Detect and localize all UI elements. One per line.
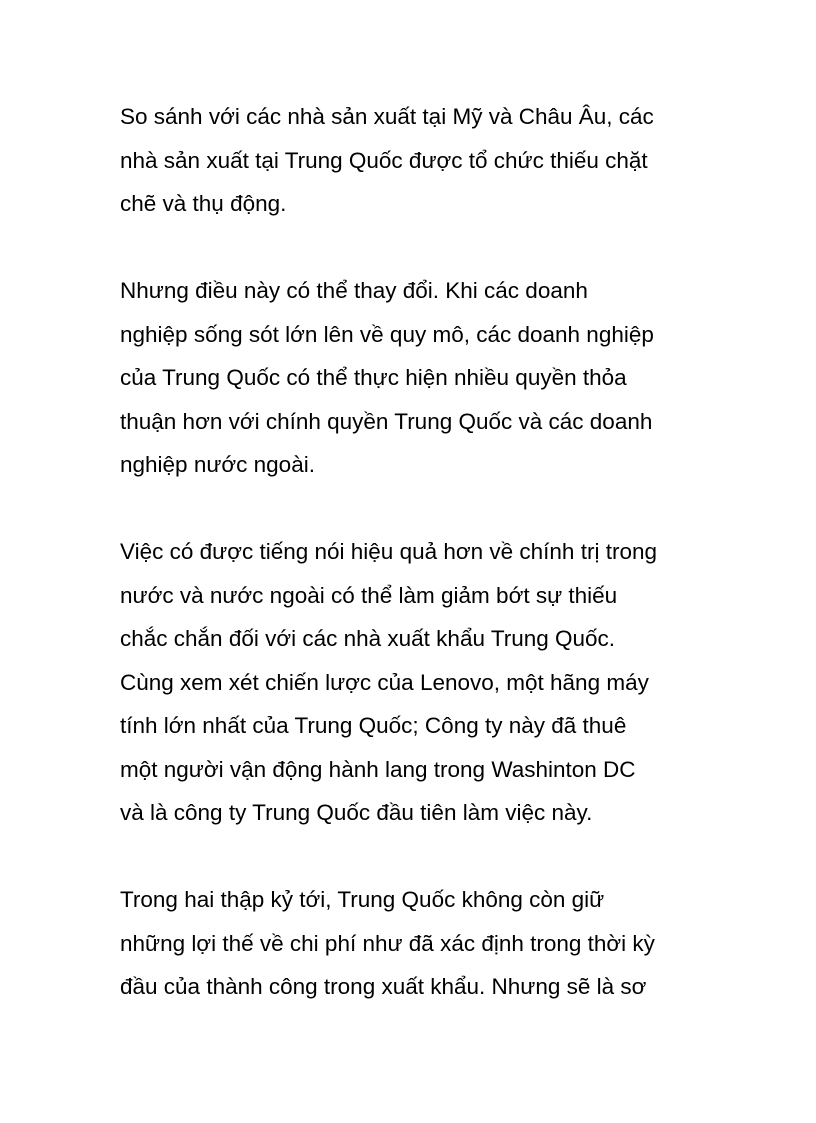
text-line: Trong hai thập kỷ tới, Trung Quốc không còn giữ [120, 887, 605, 912]
text-line: và là công ty Trung Quốc đầu tiên làm việc này. [120, 800, 593, 825]
text-line: chẽ và thụ động. [120, 191, 287, 216]
paragraph-4 [120, 878, 720, 1009]
text-line: thuận hơn với chính quyền Trung Quốc và các doanh [120, 408, 653, 434]
document-body [120, 95, 720, 1052]
text-line: Việc có được tiếng nói hiệu quả hơn về chính trị trong [120, 539, 657, 564]
text-line: So sánh với các nhà sản xuất tại Mỹ và Châu Âu, các [120, 104, 654, 129]
text-line: Cùng xem xét chiến lược của Lenovo, một hãng máy [120, 669, 649, 695]
text-line: một người vận động hành lang trong Washinton DC [120, 756, 636, 782]
text-line: đầu của thành công trong xuất khẩu. Nhưng sẽ là sơ [120, 974, 647, 999]
text-line: nước và nước ngoài có thể làm giảm bớt sự thiếu [120, 582, 618, 608]
text-line: nghiệp nước ngoài. [120, 452, 315, 477]
paragraph-3 [120, 530, 720, 835]
text-line: của Trung Quốc có thể thực hiện nhiều quyền thỏa [120, 365, 627, 390]
paragraph-2 [120, 269, 720, 487]
text-line: nghiệp sống sót lớn lên về quy mô, các doanh nghiệp [120, 321, 654, 347]
text-line: tính lớn nhất của Trung Quốc; Công ty này đã thuê [120, 713, 627, 738]
text-line: những lợi thế về chi phí như đã xác định trong thời kỳ [120, 930, 655, 956]
text-line: chắc chắn đối với các nhà xuất khẩu Trung Quốc. [120, 626, 616, 651]
text-line: nhà sản xuất tại Trung Quốc được tổ chức thiếu chặt [120, 147, 648, 173]
text-line: Nhưng điều này có thể thay đổi. Khi các doanh [120, 278, 588, 303]
paragraph-1 [120, 95, 720, 226]
